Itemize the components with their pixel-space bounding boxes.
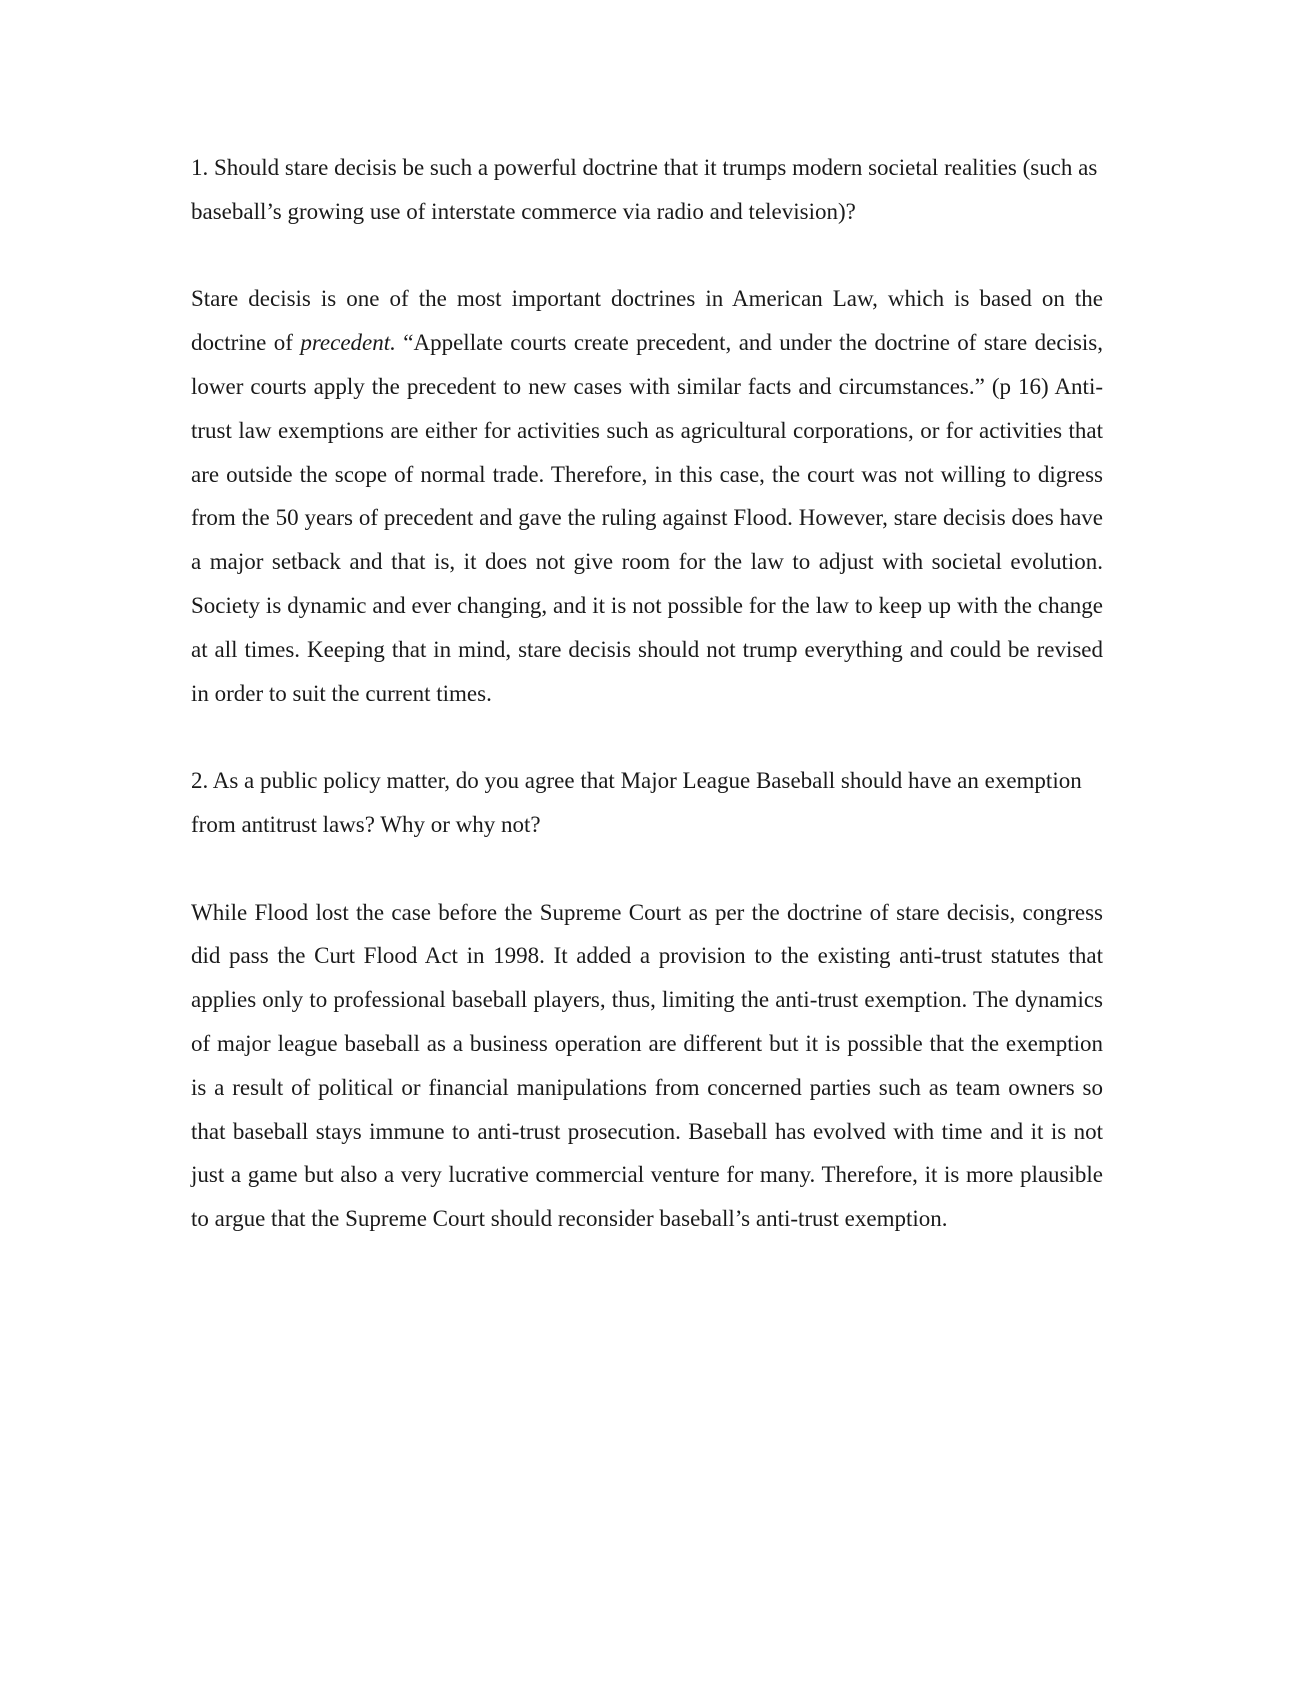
answer-1-emphasis: precedent. (300, 330, 396, 356)
answer-1 (191, 277, 1103, 715)
question-1: 1. Should stare decisis be such a powerful doctrine that it trumps modern societal realities (such as baseball’s growing use of interstate commerce via radio and television)? (191, 155, 1098, 224)
document-body (191, 146, 1103, 1241)
answer-1-text-start: Stare decisis is one of the most important doctrines in American Law, which is based on the doctrine of (191, 286, 1103, 356)
answer-1-text-end: “Appellate courts create precedent, and under the doctrine of stare decisis, lower courts apply the precedent to new cases with similar facts and circumstances.” (p 16) Anti-trust law exemptions are either for activities such as agricultural corporations, or for activities that are outside the scope of normal trade. Therefore, in this case, the court was not willing to digress from the 50 years of precedent and gave the ruling against Flood. However, stare decisis does have a major setback and that is, it does not give room for the law to adjust with societal evolution. Society is dynamic and ever changing, and it is not possible for the law to keep up with the change at all times. Keeping that in mind, stare decisis should not trump everything and could be revised in order to suit the current times. (191, 330, 1104, 706)
answer-2: While Flood lost the case before the Supreme Court as per the doctrine of stare decisis, congress did pass the Curt Flood Act in 1998. It added a provision to the existing anti-trust statutes that applies only to professional baseball players, thus, limiting the anti-trust exemption. The dynamics of major league baseball as a business operation are different but it is possible that the exemption is a result of political or financial manipulations from concerned parties such as team owners so that baseball stays immune to anti-trust prosecution. Baseball has evolved with time and it is not just a game but also a very lucrative commercial venture for many. Therefore, it is more plausible to argue that the Supreme Court should reconsider baseball’s anti-trust exemption. (191, 899, 1103, 1232)
question-2: 2. As a public policy matter, do you agree that Major League Baseball should have an exemption from antitrust laws? Why or why not? (191, 768, 1082, 837)
